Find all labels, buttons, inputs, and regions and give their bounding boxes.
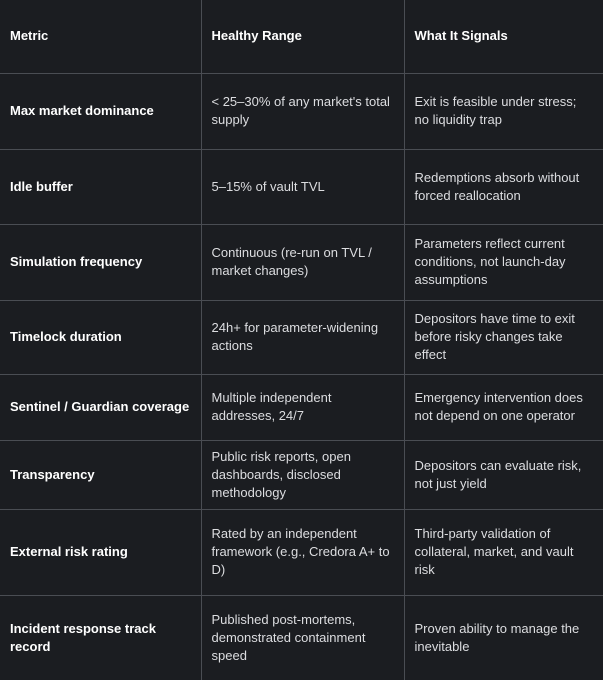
metric-cell: Incident response track record [0, 595, 201, 680]
table-row [0, 73, 603, 149]
range-cell: Rated by an independent framework (e.g., Credora A+ to D) [201, 509, 404, 595]
signals-cell: Depositors have time to exit before risky changes take effect [404, 300, 603, 374]
range-cell: 5–15% of vault TVL [201, 149, 404, 224]
table-row [0, 440, 603, 509]
range-cell: < 25–30% of any market's total supply [201, 73, 404, 149]
table-row [0, 300, 603, 374]
signals-cell: Exit is feasible under stress; no liquidity trap [404, 73, 603, 149]
signals-cell: Emergency intervention does not depend on one operator [404, 374, 603, 440]
metric-cell: Idle buffer [0, 149, 201, 224]
table-header-row [0, 0, 603, 73]
metric-cell: External risk rating [0, 509, 201, 595]
table-row [0, 595, 603, 680]
metric-cell: Sentinel / Guardian coverage [0, 374, 201, 440]
header-what-it-signals: What It Signals [404, 0, 603, 73]
metric-cell: Transparency [0, 440, 201, 509]
signals-cell: Redemptions absorb without forced reallocation [404, 149, 603, 224]
signals-cell: Depositors can evaluate risk, not just yield [404, 440, 603, 509]
signals-cell: Parameters reflect current conditions, not launch-day assumptions [404, 224, 603, 300]
header-metric: Metric [0, 0, 201, 73]
table-row [0, 149, 603, 224]
metric-cell: Timelock duration [0, 300, 201, 374]
range-cell: Public risk reports, open dashboards, disclosed methodology [201, 440, 404, 509]
metric-cell: Simulation frequency [0, 224, 201, 300]
range-cell: Continuous (re-run on TVL / market changes) [201, 224, 404, 300]
table-row [0, 224, 603, 300]
range-cell: Published post-mortems, demonstrated containment speed [201, 595, 404, 680]
metric-cell: Max market dominance [0, 73, 201, 149]
signals-cell: Proven ability to manage the inevitable [404, 595, 603, 680]
table-row [0, 374, 603, 440]
range-cell: 24h+ for parameter-widening actions [201, 300, 404, 374]
table-row [0, 509, 603, 595]
range-cell: Multiple independent addresses, 24/7 [201, 374, 404, 440]
header-healthy-range: Healthy Range [201, 0, 404, 73]
signals-cell: Third-party validation of collateral, market, and vault risk [404, 509, 603, 595]
